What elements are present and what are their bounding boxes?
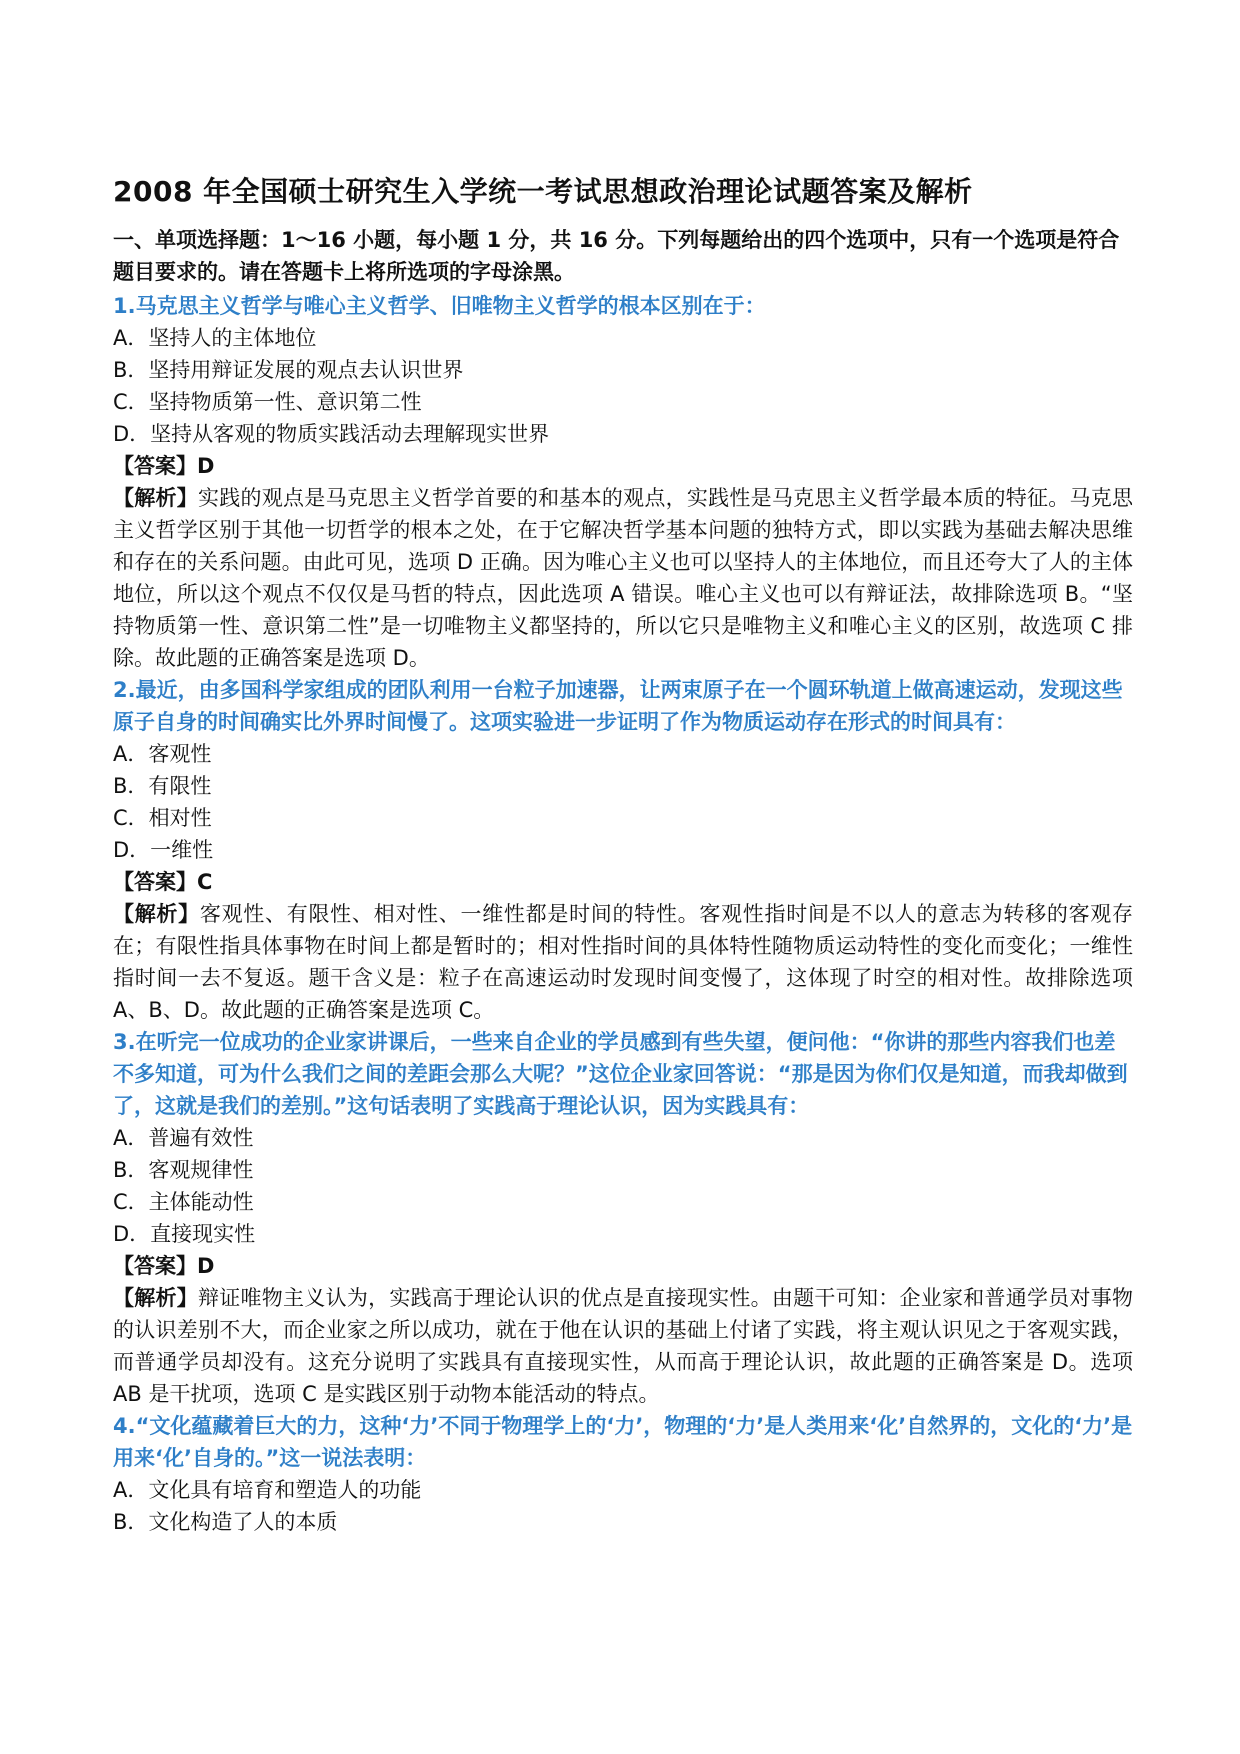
analysis-paragraph xyxy=(113,482,1133,674)
analysis-paragraph xyxy=(113,898,1133,1026)
analysis-text: 实践的观点是马克思主义哲学首要的和基本的观点，实践性是马克思主义哲学最本质的特征。马克思主义哲学区别于其他一切哲学的根本之处，在于它解决哲学基本问题的独特方式，即以实践为基础去解决思维和存在的关系问题。由此可见，选项 D 正确。因为唯心主义也可以坚持人的主体地位，而且还夸大了人的主体地位，所以这个观点不仅仅是马哲的特点，因此选项 A 错误。唯心主义也可以有辩证法，故排除选项 B。“坚持物质第一性、意识第二性”是一切唯物主义都坚持的，所以它只是唯物主义和唯心主义的区别，故选项 C 排除。故此题的正确答案是选项 D。 xyxy=(113,486,1134,670)
question-stem: 1.马克思主义哲学与唯心主义哲学、旧唯物主义哲学的根本区别在于： xyxy=(113,294,766,318)
option-b: B．有限性 xyxy=(113,774,212,798)
option-b: B．客观规律性 xyxy=(113,1158,254,1182)
question-block-2 xyxy=(113,674,1133,1026)
option-b: B．文化构造了人的本质 xyxy=(113,1510,338,1534)
option-c: C．相对性 xyxy=(113,806,212,830)
answer-value: D xyxy=(197,454,215,478)
answer-line xyxy=(113,450,1133,482)
option-d: D．坚持从客观的物质实践活动去理解现实世界 xyxy=(113,422,550,446)
answer-label: 【答案】 xyxy=(113,454,197,478)
answer-value: C xyxy=(197,870,213,894)
option-a: A．文化具有培育和塑造人的功能 xyxy=(113,1478,422,1502)
option-d: D．直接现实性 xyxy=(113,1222,256,1246)
question-stem: 4.“文化蕴藏着巨大的力，这种‘力’不同于物理学上的‘力’，物理的‘力’是人类用来‘化’自然界的，文化的‘力’是用来‘化’自身的。”这一说法表明： xyxy=(113,1414,1133,1470)
analysis-label: 【解析】 xyxy=(113,1286,199,1310)
question-block-4 xyxy=(113,1410,1133,1538)
answer-line xyxy=(113,866,1133,898)
option-c: C．坚持物质第一性、意识第二性 xyxy=(113,390,422,414)
option-b: B．坚持用辩证发展的观点去认识世界 xyxy=(113,358,464,382)
answer-line xyxy=(113,1250,1133,1282)
option-a: A．普遍有效性 xyxy=(113,1126,254,1150)
option-c: C．主体能动性 xyxy=(113,1190,254,1214)
question-stem: 3.在听完一位成功的企业家讲课后，一些来自企业的学员感到有些失望，便问他：“你讲的那些内容我们也差不多知道，可为什么我们之间的差距会那么大呢？”这位企业家回答说：“那是因为你们仅是知道，而我却做到了，这就是我们的差别。”这句话表明了实践高于理论认识，因为实践具有： xyxy=(113,1030,1128,1118)
question-block-1 xyxy=(113,290,1133,674)
question-stem: 2.最近，由多国科学家组成的团队利用一台粒子加速器，让两束原子在一个圆环轨道上做高速运动，发现这些原子自身的时间确实比外界时间慢了。这项实验进一步证明了作为物质运动存在形式的时间具有： xyxy=(113,678,1123,734)
answer-label: 【答案】 xyxy=(113,870,197,894)
analysis-text: 辩证唯物主义认为，实践高于理论认识的优点是直接现实性。由题干可知：企业家和普通学员对事物的认识差别不大，而企业家之所以成功，就在于他在认识的基础上付诸了实践，将主观认识见之于客观实践，而普通学员却没有。这充分说明了实践具有直接现实性，从而高于理论认识，故此题的正确答案是 D。选项 AB 是干扰项，选项 C 是实践区别于动物本能活动的特点。 xyxy=(113,1286,1134,1406)
section-heading: 一、单项选择题：1～16 小题，每小题 1 分，共 16 分。下列每题给出的四个选项中，只有一个选项是符合题目要求的。请在答题卡上将所选项的字母涂黑。 xyxy=(113,228,1120,284)
answer-label: 【答案】 xyxy=(113,1254,197,1278)
question-block-3 xyxy=(113,1026,1133,1410)
document-title: 2008 年全国硕士研究生入学统一考试思想政治理论试题答案及解析 xyxy=(113,175,973,208)
option-a: A．坚持人的主体地位 xyxy=(113,326,317,350)
analysis-paragraph xyxy=(113,1282,1133,1410)
option-a: A．客观性 xyxy=(113,742,212,766)
option-d: D．一维性 xyxy=(113,838,214,862)
document-page xyxy=(113,172,1133,1538)
answer-value: D xyxy=(197,1254,215,1278)
analysis-label: 【解析】 xyxy=(113,486,199,510)
analysis-label: 【解析】 xyxy=(113,902,200,926)
analysis-text: 客观性、有限性、相对性、一维性都是时间的特性。客观性指时间是不以人的意志为转移的客观存在；有限性指具体事物在时间上都是暂时的；相对性指时间的具体特性随物质运动特性的变化而变化；一维性指时间一去不复返。题干含义是：粒子在高速运动时发现时间变慢了，这体现了时空的相对性。故排除选项 A、B、D。故此题的正确答案是选项 C。 xyxy=(113,902,1134,1022)
